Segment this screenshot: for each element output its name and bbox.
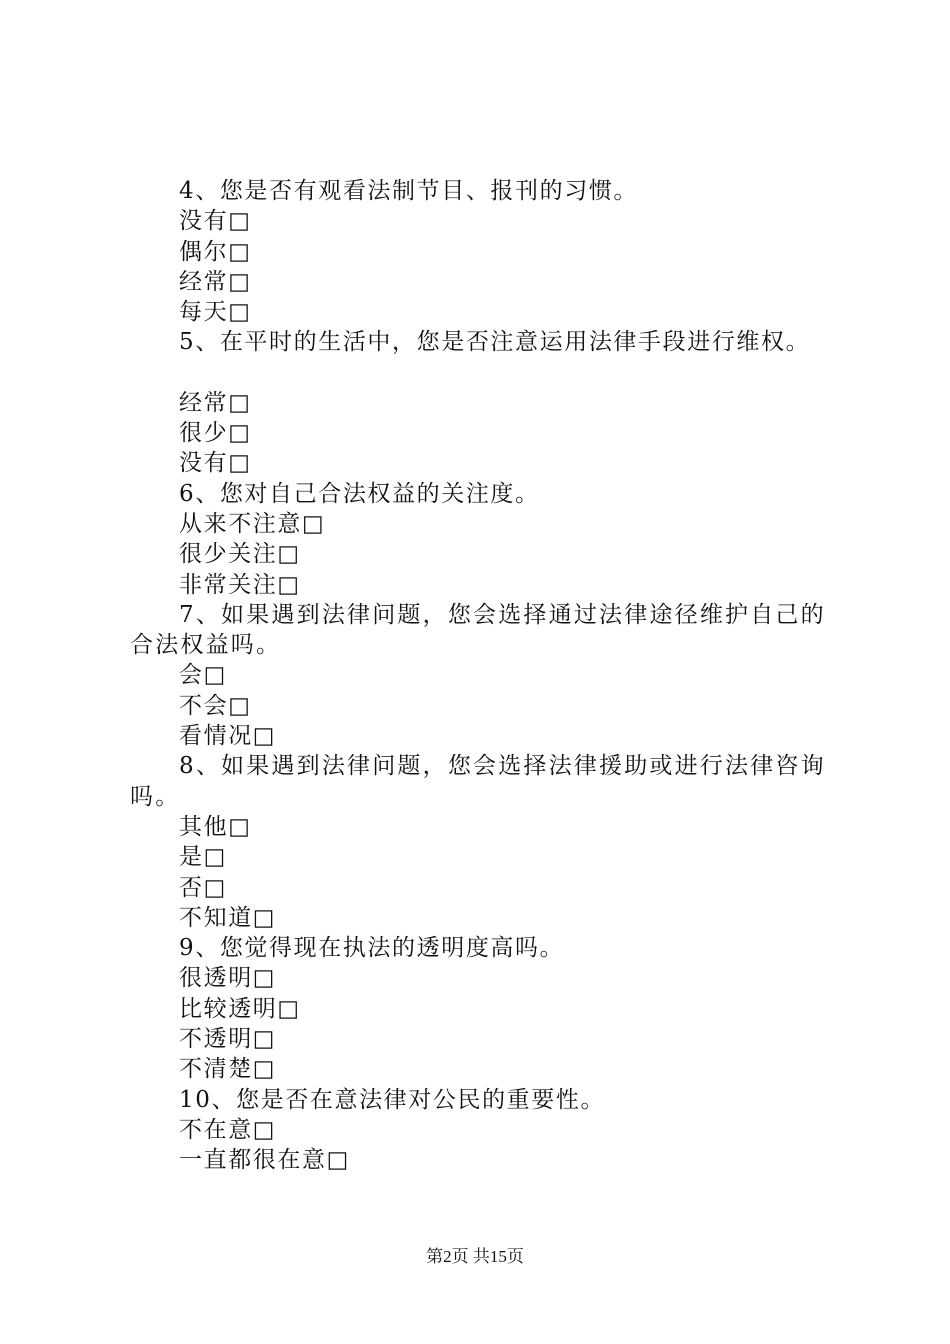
option-text: 不知道□ [179, 904, 277, 931]
option-text: 经常□ [179, 268, 252, 295]
option-text: 比较透明□ [179, 995, 301, 1022]
option-text: 偶尔□ [179, 238, 252, 265]
question-9: 9、您觉得现在执法的透明度高吗。 [179, 935, 565, 962]
option-text: 非常关注□ [179, 571, 301, 598]
page-number-footer: 第2页 共15页 [426, 1247, 524, 1266]
question-8: 8、如果遇到法律问题，您会选择法律援助或进行法律咨询吗。 [130, 753, 826, 810]
option-text: 每天□ [179, 299, 252, 326]
option-text: 会□ [179, 662, 227, 689]
survey-content [130, 176, 835, 1176]
option-text: 不清楚□ [179, 1056, 277, 1083]
option-text: 否□ [179, 874, 227, 901]
option-text: 不透明□ [179, 1026, 277, 1053]
blank-line [130, 358, 835, 388]
option-text: 很少□ [179, 420, 252, 447]
option-text: 没有□ [179, 208, 252, 235]
option-text: 很少关注□ [179, 541, 301, 568]
option-text: 很透明□ [179, 965, 277, 992]
option-text: 从来不注意□ [179, 510, 326, 537]
option-text: 不在意□ [179, 1116, 277, 1143]
option-text: 没有□ [179, 450, 252, 477]
question-5: 5、在平时的生活中，您是否注意运用法律手段进行维权。 [179, 329, 811, 356]
option-text: 经常□ [179, 389, 252, 416]
question-10: 10、您是否在意法律对公民的重要性。 [179, 1086, 606, 1113]
question-4: 4、您是否有观看法制节目、报刊的习惯。 [179, 178, 639, 204]
option-text: 是□ [179, 844, 227, 871]
question-7: 7、如果遇到法律问题，您会选择通过法律途径维护自己的合法权益吗。 [130, 601, 826, 659]
option-text: 不会□ [179, 692, 252, 719]
option-text: 一直都很在意□ [179, 1147, 350, 1174]
question-6: 6、您对自己合法权益的关注度。 [179, 480, 540, 507]
option-text: 其他□ [179, 813, 252, 840]
option-text: 看情况□ [179, 723, 277, 750]
